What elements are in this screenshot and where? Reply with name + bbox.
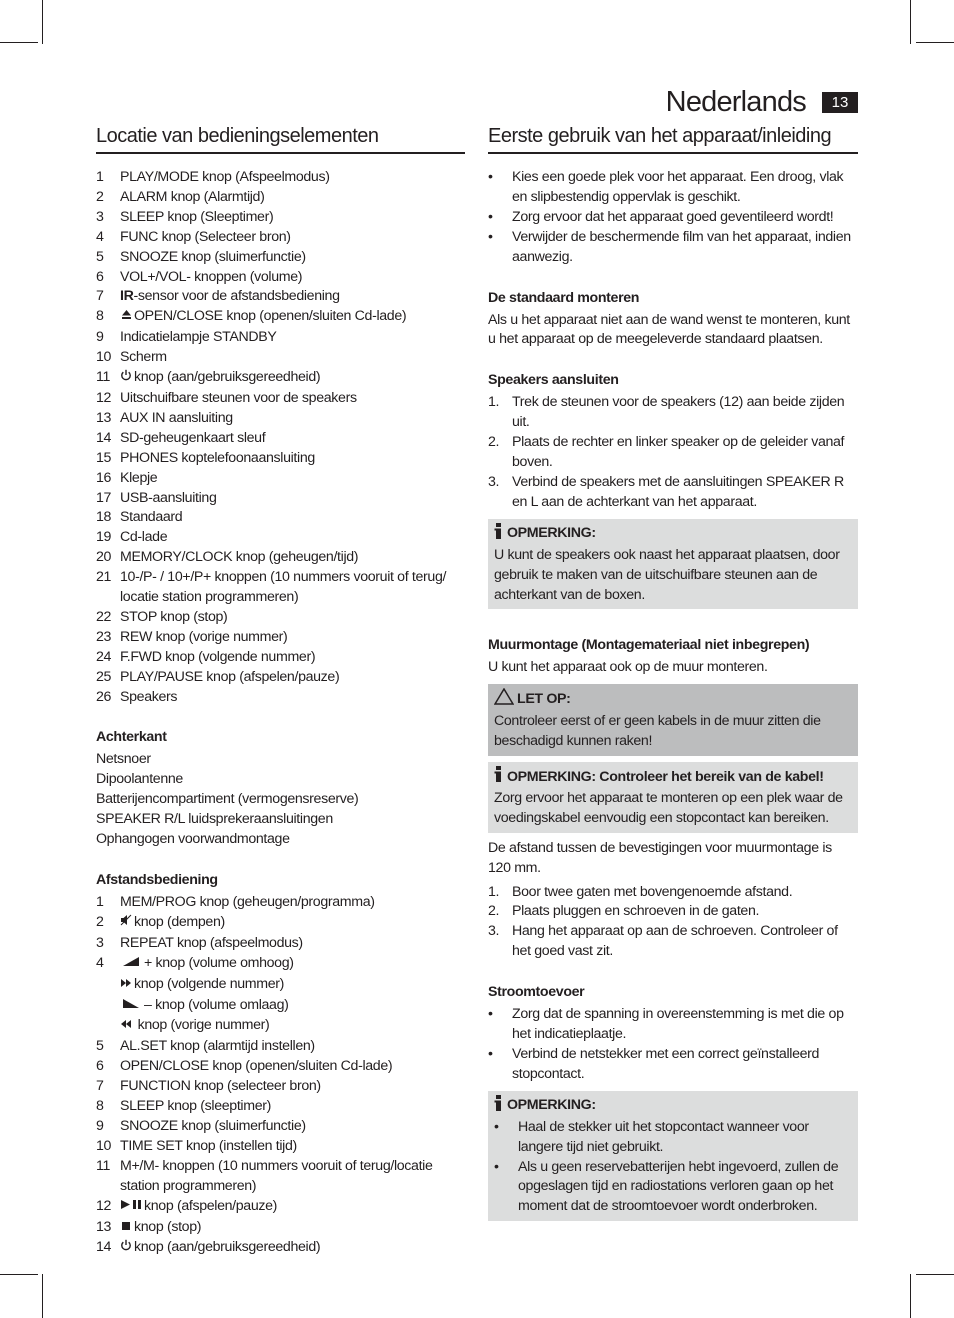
item-number: 5 [96, 1038, 104, 1055]
back-item: Batterijencompartiment (vermogensreserve) [96, 791, 359, 808]
item-text-wrap [120, 307, 465, 328]
bullet: • [494, 1118, 499, 1135]
item-text-wrap [120, 1097, 465, 1117]
item-text: -sensor voor de afstandsbediening [133, 288, 340, 305]
item-text-wrap [120, 368, 465, 389]
list-item [96, 208, 465, 228]
bullet-text: Als u geen reservebatterijen hebt ingevoerd, zullen de opgeslagen tijd en radiostations verloren gaan op het moment dat de stroomtoevoer wordt onderbroken. [518, 1158, 839, 1215]
item-text: Speakers [120, 688, 178, 705]
item-text-wrap [512, 473, 858, 513]
item-text: MEMORY/CLOCK knop (geheugen/tijd) [120, 549, 359, 566]
wall-title: Muurmontage (Montagemateriaal niet inbegrepen) [488, 637, 810, 654]
info-icon [494, 766, 504, 789]
item-text-wrap [120, 1137, 465, 1157]
list-item [96, 508, 465, 528]
item-text-wrap [120, 1077, 465, 1097]
item-text: TIME SET knop (instellen tijd) [120, 1137, 297, 1154]
list-item [96, 429, 465, 449]
item-text: PLAY/PAUSE knop (afspelen/pauze) [120, 668, 340, 685]
warning-icon [494, 688, 514, 712]
speakers-steps [488, 393, 858, 512]
item-number: 17 [96, 489, 112, 506]
crop-mark [42, 1274, 43, 1318]
item-number: 18 [96, 509, 112, 526]
item-number: 21 [96, 569, 112, 586]
item-text: – knop (volume omlaag) [144, 996, 289, 1013]
item-number: 19 [96, 529, 112, 546]
info-icon [494, 1095, 504, 1118]
item-text: FUNC knop (Selecteer bron) [120, 228, 291, 245]
power-title: Stroomtoevoer [488, 984, 585, 1001]
bullet-text: Verbind de netstekker met een correct geïnstalleerd stopcontact. [512, 1046, 820, 1082]
distance-text: De afstand tussen de bevestigingen voor muurmontage is 120 mm. [488, 839, 832, 876]
bullet-item [488, 1005, 858, 1045]
item-text: SNOOZE knop (sluimerfunctie) [120, 248, 306, 265]
note-title: OPMERKING: [507, 1097, 596, 1114]
item-text-wrap [120, 1218, 465, 1239]
caution-title: LET OP: [517, 691, 571, 708]
back-item: Dipoolantenne [96, 771, 183, 788]
item-text-wrap [120, 188, 465, 208]
list-item [96, 1057, 465, 1077]
caution-text: Controleer eerst of er geen kabels in de muur zitten die beschadigd kunnen raken! [494, 713, 821, 750]
item-number: 26 [96, 688, 112, 705]
item-text: knop (aan/gebruiksgereedheid) [134, 1239, 321, 1256]
list-item [96, 489, 465, 509]
item-number: 6 [96, 1058, 104, 1075]
list-item [96, 287, 465, 307]
item-text-wrap [120, 568, 465, 608]
note-text: Zorg ervoor het apparaat te monteren op een plek waar de voedingskabel eenvoudig een stopcontact kan bereiken. [494, 789, 843, 826]
item-text-wrap [120, 328, 465, 348]
item-text: Standaard [120, 509, 183, 526]
item-text-wrap [120, 608, 465, 628]
stand-text: Als u het apparaat niet aan de wand wenst te monteren, kunt u het apparaat op de meegeleverde standaard plaatsen. [488, 311, 850, 348]
item-number: 3 [96, 934, 104, 951]
item-text: Klepje [120, 469, 158, 486]
left-column [96, 124, 465, 1259]
item-number: 2. [488, 903, 500, 920]
item-number: 1. [488, 883, 500, 900]
bullet: • [488, 1006, 493, 1023]
item-text: PHONES koptelefoonaansluiting [120, 449, 315, 466]
item-text: 10-/P- / 10+/P+ knoppen (10 nummers vooruit of terug/ locatie station programmeren) [120, 569, 447, 606]
item-text-wrap [120, 409, 465, 429]
item-number: 14 [96, 1239, 112, 1256]
item-number: 7 [96, 1078, 104, 1095]
list-item [96, 668, 465, 688]
item-bold: IR [120, 288, 134, 305]
list-item [96, 449, 465, 469]
item-number: 12 [96, 1197, 112, 1214]
item-text-wrap [120, 168, 465, 188]
bullet-text: Kies een goede plek voor het apparaat. Een droog, vlak en slipbestendig oppervlak is geschikt. [512, 169, 844, 205]
list-item [96, 168, 465, 188]
item-text-wrap [120, 996, 465, 1017]
item-number: 16 [96, 469, 112, 486]
item-text: + knop (volume omhoog) [144, 954, 294, 971]
section-title-first-use: Eerste gebruik van het apparaat/inleiding [488, 124, 858, 154]
back-list [96, 750, 465, 850]
note-text: U kunt de speakers ook naast het apparaat plaatsen, door gebruik te maken van de uitschuifbare steunen aan de achterkant van de boxen. [494, 546, 840, 603]
item-number [96, 975, 120, 996]
list-item [96, 1238, 465, 1259]
item-text: SLEEP knop (Sleeptimer) [120, 208, 274, 225]
item-number: 12 [96, 389, 112, 406]
previous-track-icon [120, 1017, 132, 1037]
play-pause-icon [120, 1198, 142, 1218]
intro-list [488, 168, 858, 268]
item-text-wrap [120, 268, 465, 288]
note-speakers [488, 519, 858, 610]
list-item [96, 954, 465, 975]
mute-icon [120, 914, 132, 934]
item-text: Verbind de speakers met de aansluitingen SPEAKER R en L aan de achterkant van het apparaat. [512, 473, 844, 510]
item-text: SNOOZE knop (sluimerfunctie) [120, 1117, 306, 1134]
remote-title: Afstandsbediening [96, 872, 218, 888]
item-text: Uitschuifbare steunen voor de speakers [120, 389, 357, 406]
item-number: 1 [96, 169, 104, 185]
list-item [96, 1097, 465, 1117]
list-item [96, 1157, 465, 1197]
list-item [488, 902, 858, 922]
wall-steps [488, 883, 858, 963]
next-track-icon [120, 976, 132, 996]
item-text-wrap [120, 1238, 465, 1259]
item-number: 24 [96, 648, 112, 665]
list-item [96, 268, 465, 288]
item-text: knop (afspelen/pauze) [144, 1197, 278, 1214]
page-header [666, 86, 858, 119]
item-number [96, 1016, 120, 1037]
list-item [96, 1077, 465, 1097]
item-text: STOP knop (stop) [120, 608, 228, 625]
item-number: 3. [488, 923, 500, 940]
bullet: • [488, 1046, 493, 1062]
list-item [96, 368, 465, 389]
item-number [96, 996, 120, 1017]
item-text: OPEN/CLOSE knop (openen/sluiten Cd-lade) [120, 1058, 393, 1075]
item-text: M+/M- knoppen (10 nummers vooruit of terug/locatie station programmeren) [120, 1157, 433, 1194]
item-number: 13 [96, 1218, 112, 1235]
item-number: 25 [96, 668, 112, 685]
item-text-wrap [120, 688, 465, 708]
item-text-wrap [512, 883, 858, 903]
item-text-wrap [120, 489, 465, 509]
item-text: Boor twee gaten met bovengenoemde afstand. [512, 883, 793, 900]
list-item [488, 922, 858, 962]
item-text-wrap [120, 389, 465, 409]
list-item [488, 433, 858, 473]
caution-box [488, 684, 858, 756]
back-item: SPEAKER R/L luidsprekeraansluitingen [96, 811, 333, 828]
bullet-text: Zorg ervoor dat het apparaat goed geventileerd wordt! [512, 208, 834, 225]
crop-mark [42, 0, 43, 44]
bullet-item [488, 168, 858, 208]
item-text: Plaats pluggen en schroeven in de gaten. [512, 903, 760, 920]
item-text-wrap [120, 893, 465, 913]
list-item [96, 188, 465, 208]
list-item [96, 1037, 465, 1057]
crop-mark [916, 1274, 954, 1275]
item-text: Indicatielampje STANDBY [120, 329, 277, 346]
item-text-wrap [120, 934, 465, 954]
item-text: knop (dempen) [134, 913, 225, 930]
list-item [96, 1016, 465, 1037]
list-item [96, 248, 465, 268]
list-item [488, 883, 858, 903]
item-number: 15 [96, 449, 112, 466]
crop-mark [0, 42, 38, 43]
item-text: knop (stop) [134, 1218, 202, 1235]
item-number: 11 [96, 369, 111, 386]
item-number: 4 [96, 228, 104, 245]
item-number: 2 [96, 913, 104, 930]
item-text-wrap [120, 628, 465, 648]
item-text: REPEAT knop (afspeelmodus) [120, 934, 303, 951]
bullet-text: Verwijder de beschermende film van het apparaat, indien aanwezig. [512, 228, 851, 265]
item-number: 10 [96, 1137, 112, 1154]
speakers-title: Speakers aansluiten [488, 372, 619, 389]
item-text-wrap [120, 668, 465, 688]
item-text: knop (volgende nummer) [134, 975, 285, 992]
bullet-item [494, 1118, 852, 1158]
item-number: 22 [96, 608, 112, 625]
item-text-wrap [512, 902, 858, 922]
crop-mark [0, 1274, 38, 1275]
item-text: Plaats de rechter en linker speaker op de geleider vanaf boven. [512, 434, 845, 471]
note-title: OPMERKING: Controleer het bereik van de kabel! [507, 768, 824, 785]
power-icon [120, 369, 132, 389]
right-column [488, 124, 858, 1221]
list-item [96, 975, 465, 996]
item-number: 5 [96, 248, 104, 265]
item-text: knop (aan/gebruiksgereedheid) [134, 369, 321, 386]
item-text: PLAY/MODE knop (Afspeelmodus) [120, 169, 330, 185]
item-text: SLEEP knop (sleeptimer) [120, 1098, 271, 1115]
item-text-wrap [120, 954, 465, 975]
item-text: F.FWD knop (volgende nummer) [120, 648, 316, 665]
item-text-wrap [512, 433, 858, 473]
item-text: AL.SET knop (alarmtijd instellen) [120, 1038, 315, 1055]
item-text: Hang het apparaat op aan de schroeven. Controleer of het goed vast zit. [512, 923, 838, 960]
list-item [96, 628, 465, 648]
item-text: OPEN/CLOSE knop (openen/sluiten Cd-lade) [134, 308, 407, 325]
power-list [488, 1005, 858, 1085]
item-number: 20 [96, 549, 112, 566]
bullet: • [488, 228, 493, 245]
list-item [96, 913, 465, 934]
item-text-wrap [512, 922, 858, 962]
item-text-wrap [120, 1057, 465, 1077]
bullet: • [488, 169, 493, 185]
bullet: • [494, 1158, 499, 1175]
item-text: SD-geheugenkaart sleuf [120, 429, 266, 446]
bullet-text: Zorg dat de spanning in overeenstemming is met die op het indicatieplaatje. [512, 1006, 844, 1043]
item-text: USB-aansluiting [120, 489, 217, 506]
item-text-wrap [120, 429, 465, 449]
note-list [494, 1118, 852, 1218]
item-number: 13 [96, 409, 112, 426]
wall-text: U kunt het apparaat ook op de muur monteren. [488, 659, 768, 676]
note-cable [488, 762, 858, 833]
bullet-item [488, 208, 858, 228]
item-number: 2. [488, 434, 500, 451]
info-icon [494, 523, 504, 546]
item-text: Scherm [120, 349, 167, 366]
back-title: Achterkant [96, 729, 167, 746]
crop-mark [910, 1274, 911, 1318]
item-text-wrap [120, 648, 465, 668]
list-item [96, 608, 465, 628]
item-text: FUNCTION knop (selecteer bron) [120, 1078, 321, 1095]
item-text: knop (vorige nummer) [134, 1017, 270, 1034]
bullet-item [488, 228, 858, 268]
list-item [488, 473, 858, 513]
item-number: 8 [96, 308, 104, 325]
item-number: 23 [96, 628, 112, 645]
bullet-item [494, 1158, 852, 1218]
list-item [96, 528, 465, 548]
language-title: Nederlands [665, 86, 806, 118]
item-number: 1. [488, 394, 500, 411]
list-item [96, 228, 465, 248]
eject-icon [120, 308, 132, 328]
list-item [96, 688, 465, 708]
item-text-wrap [120, 975, 465, 996]
list-item [96, 1137, 465, 1157]
list-item [96, 389, 465, 409]
item-text-wrap [120, 348, 465, 368]
item-number: 9 [96, 329, 104, 346]
item-number: 10 [96, 349, 112, 366]
page-number: 13 [822, 92, 858, 113]
list-item [96, 934, 465, 954]
list-item [96, 648, 465, 668]
item-text-wrap [120, 287, 465, 307]
list-item [96, 307, 465, 328]
item-text-wrap [120, 248, 465, 268]
item-text: VOL+/VOL- knoppen (volume) [120, 268, 303, 285]
item-text-wrap [120, 528, 465, 548]
list-item [96, 568, 465, 608]
bullet: • [488, 208, 493, 225]
item-text-wrap [120, 548, 465, 568]
power-icon [120, 1239, 132, 1259]
crop-mark [916, 42, 954, 43]
list-item [96, 469, 465, 489]
item-text-wrap [120, 1016, 465, 1037]
item-number: 8 [96, 1098, 104, 1115]
item-number: 2 [96, 188, 104, 205]
item-text: MEM/PROG knop (geheugen/programma) [120, 894, 375, 910]
list-item [96, 893, 465, 913]
item-text: REW knop (vorige nummer) [120, 628, 288, 645]
list-item [96, 348, 465, 368]
item-number: 9 [96, 1117, 104, 1134]
item-number: 7 [96, 288, 104, 305]
item-number: 3 [96, 208, 104, 225]
stop-icon [120, 1219, 132, 1239]
item-text-wrap [120, 228, 465, 248]
crop-mark [910, 0, 911, 44]
list-item [96, 1197, 465, 1218]
bullet-text: Haal de stekker uit het stopcontact wanneer voor langere tijd niet gebruikt. [518, 1118, 809, 1155]
controls-list [96, 168, 465, 707]
back-item: Netsnoer [96, 751, 151, 768]
item-text-wrap [120, 1037, 465, 1057]
item-text: AUX IN aansluiting [120, 409, 233, 426]
item-text-wrap [120, 1157, 465, 1197]
item-text-wrap [120, 469, 465, 489]
item-number: 6 [96, 268, 104, 285]
item-number: 14 [96, 429, 112, 446]
note-power [488, 1091, 858, 1221]
item-text-wrap [512, 393, 858, 433]
remote-list [96, 893, 465, 1259]
item-text-wrap [120, 1197, 465, 1218]
item-number: 1 [96, 894, 104, 910]
stand-title: De standaard monteren [488, 289, 640, 306]
item-number: 11 [96, 1157, 111, 1174]
item-text-wrap [120, 449, 465, 469]
item-number: 3. [488, 473, 500, 490]
volume-up-icon [120, 955, 142, 975]
bullet-item [488, 1045, 858, 1085]
item-number: 4 [96, 954, 104, 971]
item-text: Cd-lade [120, 529, 168, 546]
item-text: Trek de steunen voor de speakers (12) aan beide zijden uit. [512, 394, 845, 431]
list-item [96, 409, 465, 429]
item-text-wrap [120, 508, 465, 528]
list-item [96, 996, 465, 1017]
section-title-controls: Locatie van bedieningselementen [96, 124, 465, 154]
item-text: ALARM knop (Alarmtijd) [120, 188, 265, 205]
list-item [96, 548, 465, 568]
item-text-wrap [120, 1117, 465, 1137]
list-item [96, 1218, 465, 1239]
list-item [96, 1117, 465, 1137]
list-item [488, 393, 858, 433]
back-item: Ophangogen voorwandmontage [96, 831, 290, 848]
note-title: OPMERKING: [507, 525, 596, 542]
item-text-wrap [120, 208, 465, 228]
item-text-wrap [120, 913, 465, 934]
list-item [96, 328, 465, 348]
volume-down-icon [120, 997, 142, 1017]
